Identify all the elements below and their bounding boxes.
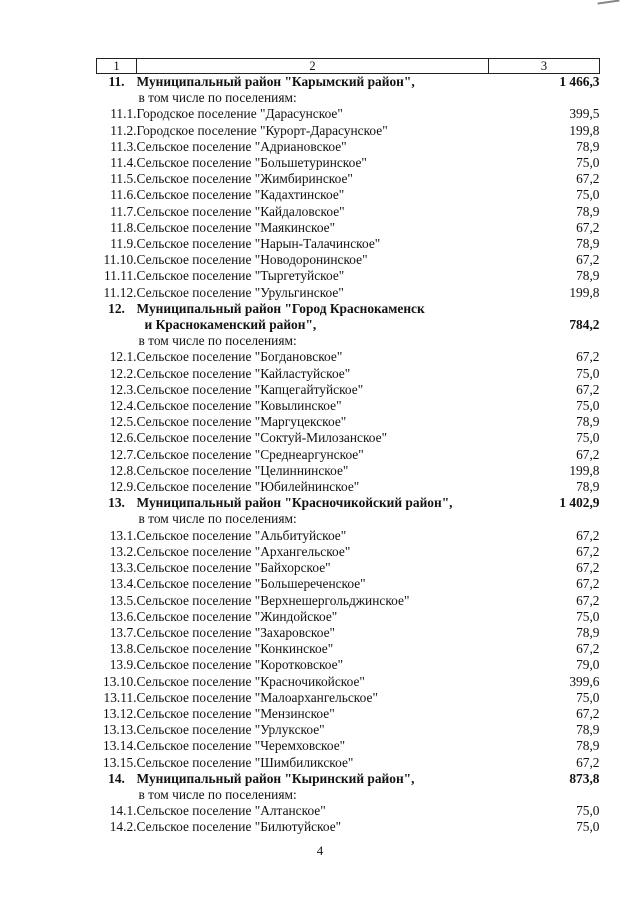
table-row [97, 447, 600, 463]
row-number: 11.5. [110, 171, 137, 187]
table-row [97, 819, 600, 835]
table-header-row [97, 59, 600, 74]
table-row [97, 236, 600, 252]
table-row [97, 90, 600, 106]
row-number: 11.11. [104, 268, 137, 284]
row-number: 12.4. [109, 398, 137, 414]
row-name: Сельское поселение "Адриановское" [136, 138, 347, 154]
row-amount: 67,2 [576, 754, 600, 770]
row-amount: 1 402,9 [559, 495, 600, 511]
row-amount: 78,9 [576, 722, 600, 738]
row-amount: 67,2 [576, 171, 600, 187]
row-amount: 67,2 [576, 252, 600, 268]
row-amount: 67,2 [576, 705, 600, 721]
row-amount [489, 787, 600, 803]
row-amount: 199,8 [569, 462, 600, 478]
row-number: 13.14. [103, 738, 137, 754]
row-name: Сельское поселение "Шимбиликское" [136, 754, 354, 770]
row-number: 13.7. [109, 624, 137, 640]
row-number [97, 90, 137, 106]
table-row [97, 706, 600, 722]
table-row [97, 301, 600, 317]
row-name: Муниципальный район "Карымский район", [136, 74, 415, 89]
row-name: Сельское поселение "Нарын-Талачинское" [136, 236, 381, 252]
row-amount [489, 301, 600, 317]
row-name: Сельское поселение "Жимбиринское" [136, 171, 353, 187]
row-number: 13.11. [103, 689, 137, 705]
row-amount: 75,0 [576, 819, 600, 835]
row-amount: 78,9 [576, 268, 600, 284]
table-row [97, 738, 600, 754]
row-amount: 199,8 [569, 122, 600, 138]
column-header-amount: 3 [489, 59, 600, 74]
row-number: 12.7. [109, 446, 137, 462]
row-number: 13.2. [109, 543, 137, 559]
table-row [97, 560, 600, 576]
row-number: 13. [108, 495, 125, 511]
row-amount [489, 333, 600, 349]
row-number [97, 333, 137, 349]
row-name: Сельское поселение "Среднеаргунское" [136, 446, 364, 462]
row-name: Городское поселение "Курорт-Дарасунское" [136, 122, 388, 138]
row-name: Сельское поселение "Архангельское" [136, 543, 351, 559]
row-amount: 75,0 [576, 430, 600, 446]
row-number: 11.10. [103, 252, 137, 268]
row-amount: 75,0 [576, 689, 600, 705]
subheading-text: в том числе по поселениям: [138, 333, 297, 349]
allocation-table [96, 58, 600, 836]
row-name: Сельское поселение "Богдановское" [136, 349, 343, 365]
table-row [97, 544, 600, 560]
row-amount: 75,0 [576, 803, 600, 819]
row-number [97, 511, 137, 527]
row-number: 11.4. [110, 155, 137, 171]
row-name: Сельское поселение "Байхорское" [136, 560, 331, 576]
row-number [97, 787, 137, 803]
row-amount: 67,2 [576, 349, 600, 365]
subheading-text: в том числе по поселениям: [138, 786, 297, 802]
table-row [97, 430, 600, 446]
table-row [97, 609, 600, 625]
table-row [97, 479, 600, 495]
row-amount: 78,9 [576, 414, 600, 430]
row-name: Муниципальный район "Город Краснокаменск [136, 300, 425, 316]
row-amount: 784,2 [569, 317, 600, 333]
row-name: Сельское поселение "Верхнешергольджинское" [136, 592, 410, 608]
table-row [97, 690, 600, 706]
subheading-text: в том числе по поселениям: [138, 90, 297, 106]
row-name: Сельское поселение "Капцегайтуйское" [136, 381, 364, 397]
table-row [97, 317, 600, 333]
row-name: Сельское поселение "Кайдаловское" [136, 203, 345, 219]
row-amount: 78,9 [576, 138, 600, 154]
row-name: Сельское поселение "Ковылинское" [136, 398, 342, 414]
table-row [97, 787, 600, 803]
row-number: 11.2. [110, 122, 137, 138]
row-name: Сельское поселение "Урульгинское" [136, 284, 344, 300]
row-name: Сельское поселение "Захаровское" [136, 624, 335, 640]
row-number: 11.8. [110, 219, 137, 235]
row-number: 14. [108, 770, 125, 786]
table-row [97, 333, 600, 349]
row-amount: 67,2 [576, 543, 600, 559]
table-row [97, 414, 600, 430]
row-number: 13.6. [109, 608, 137, 624]
row-number: 11. [108, 74, 125, 89]
row-amount: 67,2 [576, 592, 600, 608]
row-amount: 67,2 [576, 219, 600, 235]
row-name: Муниципальный район "Красночикойский район", [136, 495, 453, 511]
table-row [97, 252, 600, 268]
row-name: Сельское поселение "Большетуринское" [136, 155, 367, 171]
row-number: 13.8. [109, 641, 137, 657]
row-name: Сельское поселение "Юбилейнинское" [136, 479, 360, 495]
row-amount: 873,8 [569, 770, 600, 786]
row-number: 11.1. [110, 106, 137, 122]
row-name: Сельское поселение "Большереченское" [136, 576, 366, 592]
table-row [97, 722, 600, 738]
table-row [97, 755, 600, 771]
table-row [97, 495, 600, 511]
table-row [97, 803, 600, 819]
table-row [97, 593, 600, 609]
row-name: Сельское поселение "Маргуцекское" [136, 414, 347, 430]
row-name: Сельское поселение "Новодоронинское" [136, 252, 368, 268]
row-name: Сельское поселение "Красночикойское" [136, 673, 365, 689]
row-amount: 75,0 [576, 398, 600, 414]
row-number: 11.7. [110, 203, 137, 219]
row-amount: 399,5 [569, 106, 600, 122]
row-name: и Краснокаменский район", [144, 317, 317, 333]
table-row [97, 528, 600, 544]
table-row [97, 366, 600, 382]
row-number: 14.1. [109, 803, 137, 819]
table-row [97, 463, 600, 479]
row-amount: 67,2 [576, 560, 600, 576]
row-number: 13.13. [103, 722, 137, 738]
table-row [97, 155, 600, 171]
row-number: 12.2. [109, 365, 137, 381]
row-number: 13.5. [109, 592, 137, 608]
row-name: Городское поселение "Дарасунское" [136, 106, 343, 122]
row-number: 12.1. [109, 349, 137, 365]
table-row [97, 123, 600, 139]
row-number: 13.12. [103, 705, 137, 721]
row-name: Сельское поселение "Тыргетуйское" [136, 268, 345, 284]
row-number: 11.3. [110, 138, 137, 154]
row-amount: 78,9 [576, 236, 600, 252]
subheading-text: в том числе по поселениям: [138, 511, 297, 527]
row-name: Сельское поселение "Кадахтинское" [136, 187, 345, 203]
table-row [97, 74, 600, 91]
row-number: 12.3. [109, 381, 137, 397]
row-amount: 75,0 [576, 187, 600, 203]
table-row [97, 268, 600, 284]
row-name: Сельское поселение "Целиннинское" [136, 462, 349, 478]
row-name: Сельское поселение "Альбитуйское" [136, 527, 347, 543]
table-row [97, 139, 600, 155]
row-number: 12.6. [109, 430, 137, 446]
row-number: 12.5. [109, 414, 137, 430]
table-row [97, 657, 600, 673]
row-name: Муниципальный район "Кыринский район", [136, 770, 415, 786]
row-amount: 67,2 [576, 527, 600, 543]
row-amount [489, 90, 600, 106]
row-amount: 78,9 [576, 203, 600, 219]
row-amount: 78,9 [576, 624, 600, 640]
row-number: 13.9. [109, 657, 137, 673]
page-number: 4 [316, 843, 324, 858]
row-name: Сельское поселение "Конкинское" [136, 641, 334, 657]
table-row [97, 285, 600, 301]
table-row [97, 187, 600, 203]
row-number: 13.1. [109, 527, 137, 543]
row-amount: 67,2 [576, 641, 600, 657]
row-amount: 78,9 [576, 479, 600, 495]
row-name: Сельское поселение "Урлукское" [136, 722, 325, 738]
row-amount: 1 466,3 [559, 74, 600, 89]
table-row [97, 171, 600, 187]
row-number: 11.9. [110, 236, 137, 252]
row-name: Сельское поселение "Черемховское" [136, 738, 346, 754]
table-row [97, 382, 600, 398]
row-name: Сельское поселение "Коротковское" [136, 657, 344, 673]
row-amount: 399,6 [569, 673, 600, 689]
row-number: 13.3. [109, 560, 137, 576]
row-name: Сельское поселение "Алтанское" [136, 803, 326, 819]
row-number: 13.10. [103, 673, 137, 689]
row-number: 12.9. [109, 479, 137, 495]
table-row [97, 106, 600, 122]
row-number [97, 317, 137, 333]
column-header-number: 1 [97, 59, 137, 74]
row-number: 12.8. [109, 462, 137, 478]
table-row [97, 511, 600, 527]
row-amount: 79,0 [576, 657, 600, 673]
table-row [97, 204, 600, 220]
row-amount: 67,2 [576, 381, 600, 397]
row-name: Сельское поселение "Мензинское" [136, 705, 335, 721]
table-row [97, 349, 600, 365]
row-amount: 75,0 [576, 608, 600, 624]
row-number: 13.4. [109, 576, 137, 592]
table-row [97, 398, 600, 414]
scan-mark [597, 0, 620, 11]
table-row [97, 641, 600, 657]
row-amount: 67,2 [576, 576, 600, 592]
row-amount: 67,2 [576, 446, 600, 462]
row-number: 13.15. [103, 754, 137, 770]
table-row [97, 220, 600, 236]
row-name: Сельское поселение "Малоархангельское" [136, 689, 378, 705]
column-header-name: 2 [137, 59, 489, 74]
row-name: Сельское поселение "Соктуй-Милозанское" [136, 430, 388, 446]
row-amount: 199,8 [569, 284, 600, 300]
table-row [97, 576, 600, 592]
row-name: Сельское поселение "Кайластуйское" [136, 365, 351, 381]
row-amount: 75,0 [576, 365, 600, 381]
row-number: 14.2. [109, 819, 137, 835]
row-amount [489, 511, 600, 527]
row-name: Сельское поселение "Жиндойское" [136, 608, 338, 624]
row-number: 11.12. [103, 284, 137, 300]
table-row [97, 674, 600, 690]
row-name: Сельское поселение "Билютуйское" [136, 819, 342, 835]
row-amount: 78,9 [576, 738, 600, 754]
row-name: Сельское поселение "Маякинское" [136, 219, 336, 235]
table-row [97, 771, 600, 787]
table-row [97, 625, 600, 641]
row-number: 11.6. [110, 187, 137, 203]
row-amount: 75,0 [576, 155, 600, 171]
row-number: 12. [108, 300, 125, 316]
